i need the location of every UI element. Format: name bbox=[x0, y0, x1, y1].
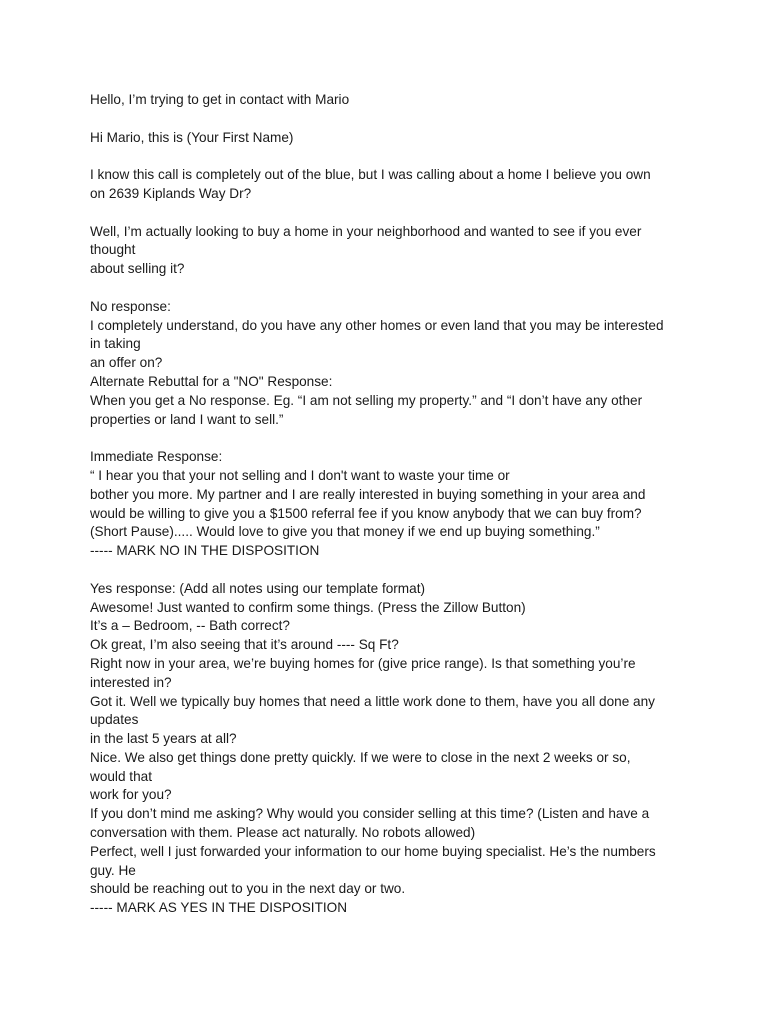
text-line: bother you more. My partner and I are really interested in buying something in your area and bbox=[90, 486, 646, 502]
text-line: Nice. We also get things done pretty quickly. If we were to close in the next 2 weeks or so, bbox=[90, 749, 631, 765]
text-line: (Short Pause)..... Would love to give you that money if we end up buying something.” bbox=[90, 524, 600, 540]
paragraph bbox=[90, 580, 690, 918]
text-line: Ok great, I’m also seeing that it’s around ---- Sq Ft? bbox=[90, 637, 399, 653]
text-line: updates bbox=[90, 712, 139, 728]
text-line: I know this call is completely out of the blue, but I was calling about a home I believe you own bbox=[90, 167, 651, 183]
text-line: Hello, I’m trying to get in contact with Mario bbox=[90, 92, 350, 107]
text-line: “ I hear you that your not selling and I don't want to waste your time or bbox=[90, 467, 510, 483]
text-line: would that bbox=[90, 768, 152, 784]
text-line: Right now in your area, we’re buying homes for (give price range). Is that something you’re bbox=[90, 655, 636, 671]
paragraph bbox=[90, 166, 690, 204]
text-line: should be reaching out to you in the next day or two. bbox=[90, 881, 406, 897]
text-line: about selling it? bbox=[90, 261, 185, 277]
text-line: conversation with them. Please act naturally. No robots allowed) bbox=[90, 825, 476, 841]
text-line: No response: bbox=[90, 298, 171, 314]
text-line: ----- MARK AS YES IN THE DISPOSITION bbox=[90, 900, 348, 916]
paragraph bbox=[90, 91, 690, 110]
paragraph bbox=[90, 223, 690, 279]
text-line: When you get a No response. Eg. “I am not selling my property.” and “I don’t have any other bbox=[90, 392, 643, 408]
text-line: Yes response: (Add all notes using our template format) bbox=[90, 580, 425, 596]
text-line: I completely understand, do you have any other homes or even land that you may be interested bbox=[90, 317, 664, 333]
paragraph bbox=[90, 298, 690, 430]
text-line: Immediate Response: bbox=[90, 449, 223, 465]
text-line: Awesome! Just wanted to confirm some things. (Press the Zillow Button) bbox=[90, 599, 526, 615]
text-line: Got it. Well we typically buy homes that need a little work done to them, have you all done any bbox=[90, 693, 655, 709]
text-line: Hi Mario, this is (Your First Name) bbox=[90, 129, 294, 145]
text-line: work for you? bbox=[90, 787, 172, 803]
text-line: on 2639 Kiplands Way Dr? bbox=[90, 185, 252, 201]
text-line: guy. He bbox=[90, 862, 136, 878]
text-line: interested in? bbox=[90, 674, 172, 690]
text-line: Perfect, well I just forwarded your information to our home buying specialist. He’s the numbers bbox=[90, 843, 656, 859]
text-line: in taking bbox=[90, 336, 141, 352]
text-line: If you don’t mind me asking? Why would you consider selling at this time? (Listen and have a bbox=[90, 806, 650, 822]
document-body bbox=[90, 91, 690, 937]
text-line: thought bbox=[90, 242, 136, 258]
text-line: Well, I’m actually looking to buy a home in your neighborhood and wanted to see if you ever bbox=[90, 223, 642, 239]
text-line: an offer on? bbox=[90, 355, 163, 371]
text-line: Alternate Rebuttal for a "NO" Response: bbox=[90, 373, 333, 389]
text-line: in the last 5 years at all? bbox=[90, 731, 237, 747]
paragraph bbox=[90, 448, 690, 561]
text-line: would be willing to give you a $1500 referral fee if you know anybody that we can buy from? bbox=[90, 505, 642, 521]
text-line: properties or land I want to sell.” bbox=[90, 411, 284, 427]
paragraph bbox=[90, 129, 690, 148]
text-line: ----- MARK NO IN THE DISPOSITION bbox=[90, 543, 320, 559]
text-line: It’s a – Bedroom, -- Bath correct? bbox=[90, 618, 290, 634]
